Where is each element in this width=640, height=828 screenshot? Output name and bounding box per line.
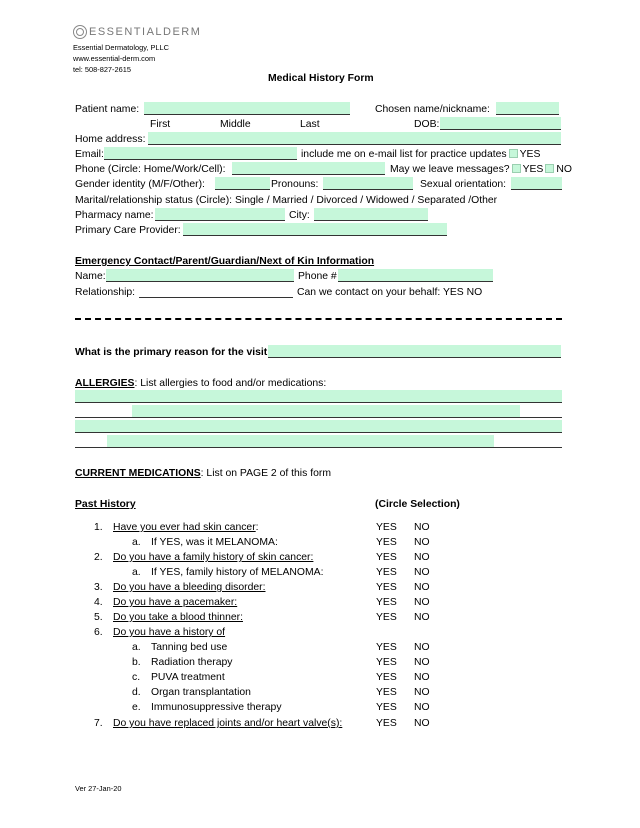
emergency-name-label: Name: [75,271,106,282]
email-updates-yes: YES [519,149,541,160]
email-field[interactable] [104,147,297,160]
history-question: Have you ever had skin cancer [113,522,256,533]
dob-field[interactable] [440,117,561,130]
history-question: Radiation therapy [151,657,233,668]
history-yes-option[interactable]: YES [376,702,397,713]
chosen-name-field[interactable] [496,102,559,115]
history-yes-option[interactable]: YES [376,687,397,698]
email-updates-option [301,148,540,161]
patient-name-field[interactable] [144,102,350,115]
history-item-text [151,686,251,699]
medications-label [75,467,331,480]
history-question: If YES, family history of MELANOMA: [151,567,324,578]
email-updates-checkbox[interactable] [509,149,518,158]
history-item-text [151,656,232,669]
dob-label: DOB: [414,119,440,130]
emergency-phone-label: Phone # [298,271,337,282]
phone-label: Phone (Circle: Home/Work/Cell): [75,164,226,175]
home-address-field[interactable] [148,132,561,145]
messages-yes: YES [522,164,544,175]
history-item-text [113,581,266,594]
history-question: Organ transplantation [151,687,251,698]
history-yes-option[interactable]: YES [376,597,397,608]
history-no-option[interactable]: NO [414,567,430,578]
contact-permission-text: Can we contact on your behalf: YES NO [297,287,483,298]
history-yes-option[interactable]: YES [376,642,397,653]
history-yes-option[interactable]: YES [376,567,397,578]
emergency-heading: Emergency Contact/Parent/Guardian/Next of Kin Information [75,256,375,267]
history-item-text [113,626,225,639]
allergies-line-3[interactable] [75,420,562,433]
history-item-text [151,701,282,714]
history-item-marker: 3. [94,582,103,593]
history-question: Do you have replaced joints and/or heart valve(s): [113,718,343,729]
city-label: City: [289,210,310,221]
history-no-option[interactable]: NO [414,597,430,608]
history-item-marker: a. [132,537,141,548]
history-yes-option[interactable]: YES [376,612,397,623]
history-no-option[interactable]: NO [414,537,430,548]
history-item-marker: c. [132,672,141,683]
history-question: Immunosuppressive therapy [151,702,282,713]
history-no-option[interactable]: NO [414,552,430,563]
history-item-text [113,521,259,534]
history-yes-option[interactable]: YES [376,582,397,593]
logo-icon [73,25,87,39]
history-no-option[interactable]: NO [414,642,430,653]
history-question: Tanning bed use [151,642,228,653]
history-yes-option[interactable]: YES [376,718,397,729]
history-item-text [151,641,227,654]
history-question: Do you have a family history of skin cancer: [113,552,314,563]
middle-sublabel: Middle [220,119,251,130]
history-item-marker: 4. [94,597,103,608]
logo-text: ESSENTIALDERM [89,26,202,38]
history-item-marker: 7. [94,718,103,729]
history-item-marker: a. [132,642,141,653]
history-item-marker: a. [132,567,141,578]
visit-reason-text: What is the primary reason for the visit [75,347,268,358]
medications-heading: CURRENT MEDICATIONS [75,468,201,479]
visit-reason-label [75,346,270,359]
pharmacy-label: Pharmacy name: [75,210,154,221]
email-updates-text: include me on e-mail list for practice updates [301,149,507,160]
version-text: Ver 27-Jan-20 [75,784,122,793]
orientation-label: Sexual orientation: [420,179,507,190]
first-sublabel: First [150,119,171,130]
history-question: Do you take a blood thinner: [113,612,243,623]
medications-text: : List on PAGE 2 of this form [200,468,331,479]
history-item-text [151,671,225,684]
chosen-name-label: Chosen name/nickname: [375,104,490,115]
last-sublabel: Last [300,119,320,130]
history-item-marker: b. [132,657,141,668]
messages-label: May we leave messages? [390,164,510,175]
phone-field[interactable] [232,162,385,175]
emergency-phone-field[interactable] [338,269,493,282]
pharmacy-field[interactable] [155,208,285,221]
history-no-option[interactable]: NO [414,612,430,623]
history-item-text [113,611,243,624]
company-name: Essential Dermatology, PLLC [73,43,169,52]
history-yes-option[interactable]: YES [376,552,397,563]
history-question: If YES, was it MELANOMA: [151,537,278,548]
history-item-marker: 2. [94,552,103,563]
history-no-option[interactable]: NO [414,582,430,593]
past-history-heading: Past History [75,499,136,510]
history-no-option[interactable]: NO [414,687,430,698]
allergies-heading: ALLERGIES [75,378,135,389]
marital-status-text: Marital/relationship status (Circle): Single / Married / Divorced / Widowed / Separated /Other [75,195,498,206]
gender-field[interactable] [215,177,270,190]
history-yes-option[interactable]: YES [376,672,397,683]
messages-no-checkbox[interactable] [545,164,554,173]
emergency-name-field[interactable] [106,269,294,282]
history-no-option[interactable]: NO [414,657,430,668]
page-title: Medical History Form [268,73,374,84]
messages-yes-checkbox[interactable] [512,164,521,173]
history-yes-option[interactable]: YES [376,657,397,668]
history-item-marker: 1. [94,522,103,533]
email-label: Email: [75,149,104,160]
history-item-marker: e. [132,702,141,713]
history-item-text [113,717,342,730]
allergies-label [75,377,326,390]
relationship-field[interactable] [139,285,293,298]
circle-selection-heading: (Circle Selection) [375,499,460,510]
history-question: Do you have a bleeding disorder: [113,582,266,593]
pcp-field[interactable] [183,223,447,236]
dashed-divider [75,318,562,320]
orientation-field[interactable] [511,177,562,190]
allergies-text: : List allergies to food and/or medications: [134,378,327,389]
home-address-label: Home address: [75,134,146,145]
history-no-option[interactable]: NO [414,718,430,729]
patient-name-label: Patient name: [75,104,140,115]
history-item-text [151,536,278,549]
history-no-option[interactable]: NO [414,522,430,533]
pronouns-field[interactable] [323,177,413,190]
history-yes-option[interactable]: YES [376,522,397,533]
history-no-option[interactable]: NO [414,672,430,683]
visit-reason-field[interactable] [268,345,561,358]
pronouns-label: Pronouns: [271,179,319,190]
relationship-label: Relationship: [75,287,136,298]
company-phone: tel: 508-827-2615 [73,65,131,74]
history-yes-option[interactable]: YES [376,537,397,548]
history-item-marker: d. [132,687,141,698]
messages-no: NO [556,164,572,175]
history-no-option[interactable]: NO [414,702,430,713]
city-field[interactable] [314,208,428,221]
history-item-marker: 5. [94,612,103,623]
history-item-marker: 6. [94,627,103,638]
history-item-text [151,566,323,579]
company-website: www.essential-derm.com [73,54,156,63]
history-item-text [113,596,237,609]
history-question: Do you have a history of [113,627,226,638]
history-question-suffix: : [255,522,259,533]
history-question: Do you have a pacemaker: [113,597,238,608]
gender-label: Gender identity (M/F/Other): [75,179,205,190]
messages-option [390,163,572,176]
history-item-text [113,551,313,564]
history-question: PUVA treatment [151,672,225,683]
pcp-label: Primary Care Provider: [75,225,181,236]
allergies-line-4-fill [107,435,494,448]
allergies-line-1[interactable] [75,390,562,403]
allergies-line-2-fill [132,405,520,418]
